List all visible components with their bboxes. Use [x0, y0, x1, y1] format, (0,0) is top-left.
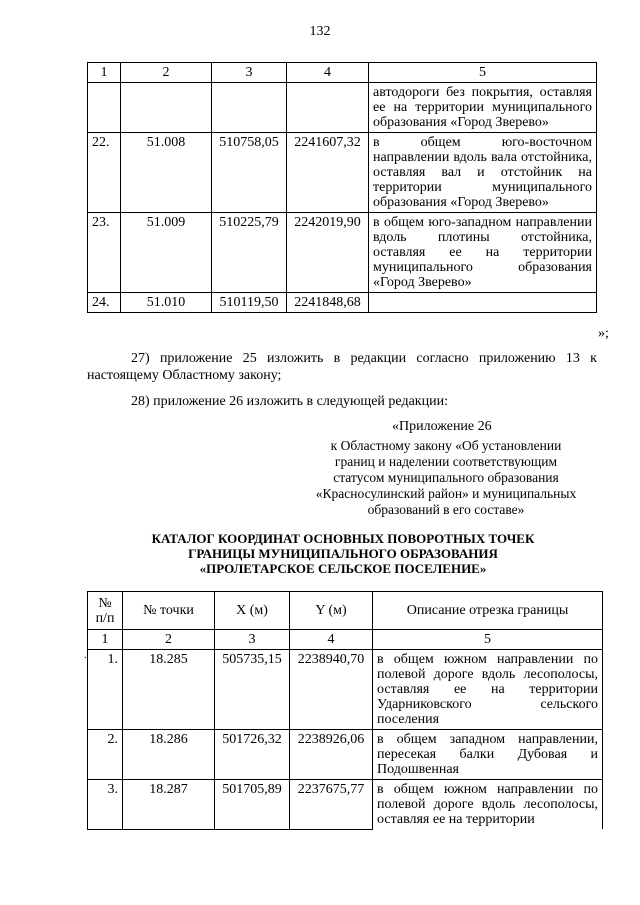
appendix-title: «Приложение 26: [392, 419, 492, 434]
row-number: 1.: [88, 650, 123, 730]
appendix-line: границ и наделении соответствующим: [334, 454, 558, 469]
x-coord: 501726,32: [215, 730, 290, 780]
table-row: [88, 133, 597, 213]
header-cell: № точки: [123, 592, 215, 630]
coordinates-table: [87, 591, 603, 830]
table-row: [88, 83, 597, 133]
row-number: 23.: [88, 213, 121, 293]
catalog-title: [87, 531, 599, 576]
header-cell: X (м): [215, 592, 290, 630]
header-cell: 2: [121, 63, 212, 83]
segment-description: в общем южном направлении по полевой дороге вдоль лесополосы, оставляя ее на территории: [373, 780, 603, 830]
segment-description: в общем южном направлении по полевой дороге вдоль лесополосы, оставляя ее на территории Ударниковского сельского поселения: [373, 650, 603, 730]
table-row: [88, 650, 603, 730]
y-coord: 2238926,06: [290, 730, 373, 780]
x-coord: 510758,05: [212, 133, 287, 213]
segment-description: [369, 293, 597, 313]
column-number: 5: [373, 630, 603, 650]
appendix-line: образований в его составе»: [367, 502, 525, 517]
point-number: [121, 83, 212, 133]
row-number: [88, 83, 121, 133]
appendix-line: «Красносулинский район» и муниципальных: [315, 486, 577, 501]
y-coord: 2242019,90: [287, 213, 369, 293]
header-cell: Y (м): [290, 592, 373, 630]
catalog-title-line: КАТАЛОГ КООРДИНАТ ОСНОВНЫХ ПОВОРОТНЫХ ТОЧЕК: [151, 531, 535, 546]
point-number: 18.286: [123, 730, 215, 780]
table-number-row: [88, 630, 603, 650]
x-coord: 505735,15: [215, 650, 290, 730]
x-coord: 510119,50: [212, 293, 287, 313]
column-number: 1: [88, 630, 123, 650]
table-row: [88, 213, 597, 293]
paragraph-28: 28) приложение 26 изложить в следующей редакции:: [131, 394, 448, 409]
table-header-row: [88, 592, 603, 630]
appendix-line: к Областному закону «Об установлении: [330, 438, 562, 453]
header-cell: 3: [212, 63, 287, 83]
x-coord: 501705,89: [215, 780, 290, 830]
y-coord: 2238940,70: [290, 650, 373, 730]
segment-description: в общем западном направлении, пересекая балки Дубовая и Подошвенная: [373, 730, 603, 780]
stray-mark: .: [84, 650, 87, 661]
y-coord: 2241607,32: [287, 133, 369, 213]
header-cell: 1: [88, 63, 121, 83]
catalog-title-line: «ПРОЛЕТАРСКОЕ СЕЛЬСКОЕ ПОСЕЛЕНИЕ»: [199, 561, 487, 576]
quote-close: »;: [598, 326, 609, 341]
x-coord: [212, 83, 287, 133]
continuation-table: [87, 62, 597, 313]
segment-description: автодороги без покрытия, оставляя ее на территории муниципального образования «Город Зверево»: [369, 83, 597, 133]
column-number: 4: [290, 630, 373, 650]
row-number: 3.: [88, 780, 123, 830]
point-number: 18.287: [123, 780, 215, 830]
row-number: 22.: [88, 133, 121, 213]
table-header-row: [88, 63, 597, 83]
header-cell: 5: [369, 63, 597, 83]
x-coord: 510225,79: [212, 213, 287, 293]
appendix-subtitle: [296, 438, 596, 518]
header-cell: 4: [287, 63, 369, 83]
header-cell: Описание отрезка границы: [373, 592, 603, 630]
column-number: 3: [215, 630, 290, 650]
page-number: 132: [309, 24, 331, 39]
point-number: 51.009: [121, 213, 212, 293]
table-row: [88, 730, 603, 780]
point-number: 51.008: [121, 133, 212, 213]
row-number: 2.: [88, 730, 123, 780]
table-row: [88, 780, 603, 830]
y-coord: 2237675,77: [290, 780, 373, 830]
appendix-line: статусом муниципального образования: [333, 470, 559, 485]
paragraph-27: 27) приложение 25 изложить в редакции согласно приложению 13 к настоящему Областному закону;: [87, 351, 597, 383]
y-coord: [287, 83, 369, 133]
segment-description: в общем юго-западном направлении вдоль плотины отстойника, оставляя ее на территории муниципального образования «Город Зверево»: [369, 213, 597, 293]
segment-description: в общем юго-восточном направлении вдоль вала отстойника, оставляя вал и отстойник на территории муниципального образования «Город Зверево»: [369, 133, 597, 213]
point-number: 18.285: [123, 650, 215, 730]
table-row: [88, 293, 597, 313]
y-coord: 2241848,68: [287, 293, 369, 313]
column-number: 2: [123, 630, 215, 650]
point-number: 51.010: [121, 293, 212, 313]
catalog-title-line: ГРАНИЦЫ МУНИЦИПАЛЬНОГО ОБРАЗОВАНИЯ: [188, 546, 498, 561]
header-cell: № п/п: [88, 592, 123, 630]
row-number: 24.: [88, 293, 121, 313]
